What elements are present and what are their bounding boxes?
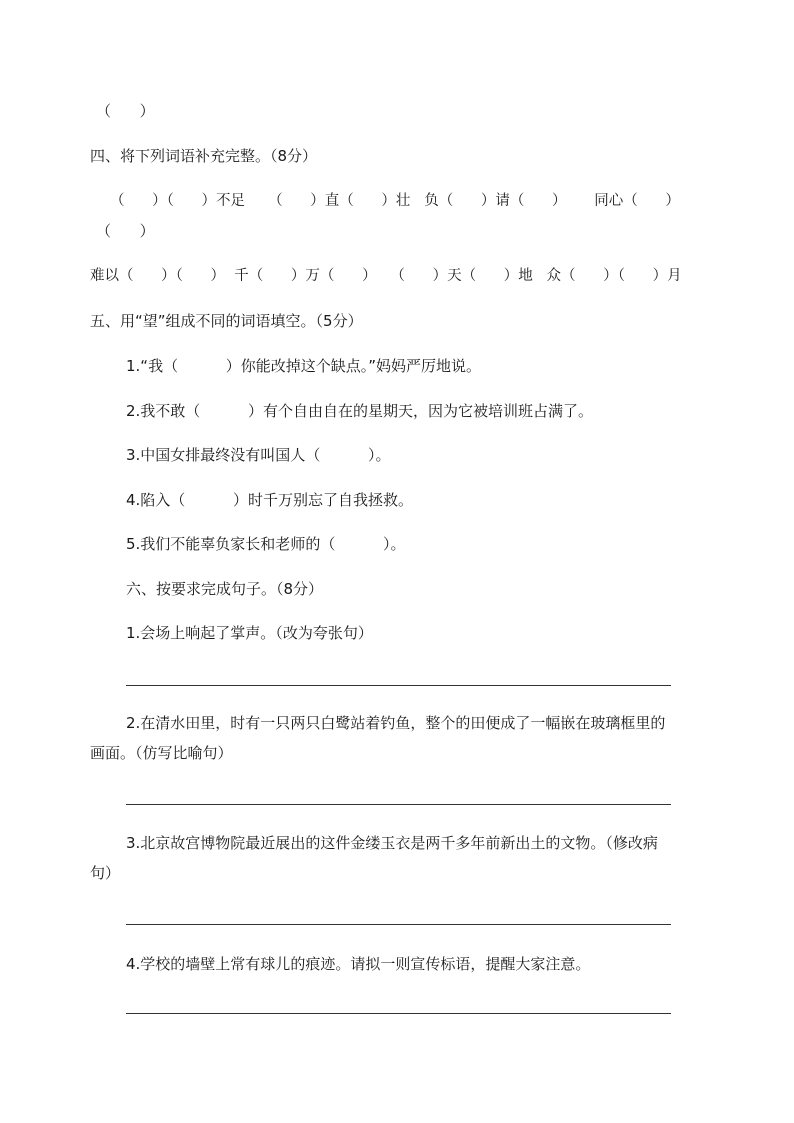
section5-title: 五、用“望”组成不同的词语填空。（5分） [90, 312, 363, 330]
section6-q4: 4.学校的墙壁上常有球儿的痕迹。请拟一则宣传标语，提醒大家注意。 [126, 955, 591, 973]
answer-line-1[interactable] [126, 685, 671, 686]
section4-title: 四、将下列词语补充完整。（8分） [90, 147, 318, 165]
section5-item-4: 4.陷入（ ）时千万别忘了自我拯救。 [126, 491, 413, 509]
section4-row1-cont: （ ） [96, 222, 155, 240]
section5-item-5: 5.我们不能辜负家长和老师的（ ）。 [126, 535, 406, 553]
section4-row1: （ ）（ ）不足 （ ）直（ ）壮 负（ ）请（ ） 同心（ ） [110, 193, 680, 209]
answer-line-3[interactable] [126, 924, 671, 925]
section4-row2: 难以（ ）（ ） 千（ ）万（ ） （ ）天（ ）地 众（ ）（ ）月 [90, 268, 682, 284]
answer-line-2[interactable] [126, 804, 671, 805]
section5-item-1: 1.“我（ ）你能改掉这个缺点。”妈妈严厉地说。 [126, 357, 482, 375]
section5-item-3: 3.中国女排最终没有叫国人（ ）。 [126, 446, 391, 464]
section6-q3-line2: 句） [90, 864, 121, 882]
answer-line-4[interactable] [126, 1013, 671, 1014]
section6-q2-line1: 2.在清水田里，时有一只两只白鹭站着钓鱼，整个的田便成了一幅嵌在玻璃框里的 [126, 714, 666, 732]
section6-q2-line2: 画面。（仿写比喻句） [90, 744, 233, 762]
section6-q1: 1.会场上响起了掌声。（改为夸张句） [126, 624, 373, 642]
section6-q3-line1: 3.北京故宫博物院最近展出的这件金缕玉衣是两千多年前新出土的文物。（修改病 [126, 834, 658, 852]
section5-item-2: 2.我不敢（ ）有个自由自在的星期天，因为它被培训班占满了。 [126, 402, 593, 420]
section6-title: 六、按要求完成句子。（8分） [126, 580, 324, 598]
top-paren: （ ） [96, 102, 155, 120]
